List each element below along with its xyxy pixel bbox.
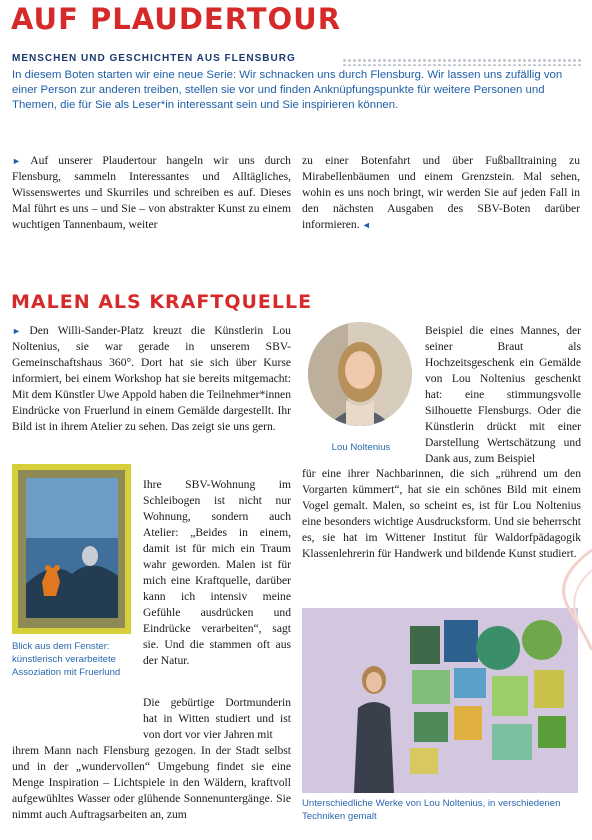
triangle-right-icon: ► [12,156,31,166]
artwork-caption: Blick aus dem Fenster: künstlerisch verarbeitete Assoziation mit Fruerlund [12,641,121,678]
section-subtitle: MENSCHEN UND GESCHICHTEN AUS FLENSBURG [12,53,296,64]
intro-text: In diesem Boten starten wir eine neue Serie: Wir schnacken uns durch Flensburg. Wir lassen uns zufällig von einer Person zur anderen treiben, stellen sie vor und finden Anknüpfungspunkte für weitere Personen und Themen, die für Sie als Leser*in interessant sein und Sie inspirieren können. [12,69,563,111]
article-intro-col1: ► Auf unserer Plaudertour hangeln wir uns durch Flensburg, sammeln Interessantes und Alltägliches, Wissenswertes und Skurriles und schreiben es auf. Dieses Mal führt es uns – und Sie – von abstrakter Kunst zu einem wuchtigen Tannenbaum, weiter [12,154,291,231]
article-paragraph-right-rest: für eine ihrer Nachbarinnen, die sich „rührend um den Vorgarten kümmert“, hat sie ein schönes Bild mit einem Vogel gemalt. Malen, so scheint es, ist für Lou Noltenius eine besonders wichtige Ausdrucksform. Und sie beherrscht es, sie hat im Wittener Institut für Waldorfpädagogik Klassenlehrerin für Handwerk und bildende Kunst studiert. [302,467,581,560]
article-paragraph-right-top: Beispiel die eines Mannes, der seiner Braut als Hochzeitsgeschenk ein Gemälde von Lou Noltenius geschenkt hat: eine stimmungsvolle Silhouette Flensburgs. Oder die Künstlerin drückt mit einer Darstellung Wertschätzung und Dank aus, zum Beispiel [425,324,581,465]
article-paragraph-dortmund: Die gebürtige Dortmunderin hat in Witten studiert und ist von dort vor vier Jahren mit [143,696,291,741]
gallery-photo [302,608,578,793]
article-paragraph-wohnung: Ihre SBV-Wohnung im Schleibogen ist nicht nur Wohnung, sondern auch Atelier: „Beides in einem, damit ist für mich ein Traum wahr geworden. Malen ist für mich eine Kraftquelle, darüber kann ich intensiv meine Gefühle ausdrücken und Eindrücke verarbeiten“, sagt sie. Und die stammen oft aus der Natur. [143,478,291,667]
article-title: MALEN ALS KRAFTQUELLE [11,291,313,313]
gallery-caption: Unterschiedliche Werke von Lou Noltenius, in verschiedenen Techniken gemalt [302,798,561,822]
portrait-photo [308,322,412,426]
article-paragraph-intro: ► Den Willi-Sander-Platz kreuzt die Künstlerin Lou Noltenius, sie war gerade in unserem SBV-Gemeinschaftshaus 360°. Dort hat sie sich über Kurse informiert, bei einem Workshop hat sie bereits mitgemacht: Mit dem Künstler Uwe Appold haben die Teilnehmer*innen Eindrücke von Fruerlund in einem Gemälde dargestellt. Ihr Bild ist in ihrem Atelier zu sehen. Das zeigt sie uns gern. [12,324,291,433]
portrait-caption: Lou Noltenius [331,442,391,453]
artwork-image [12,464,131,634]
article-paragraph-dortmund-cont: ihrem Mann nach Flensburg gezogen. In der Stadt selbst und in der „wundervollen“ Umgebung findet sie eine Menge Inspiration – Lichtspiele in den Wäldern, kraftvoll aufgewühltes Wasser oder glühende Sonnenuntergänge. Sie nimmt auch Auftragsarbeiten an, zum [12,744,291,821]
triangle-left-icon: ◄ [359,220,371,230]
triangle-right-icon: ► [12,326,30,336]
dotted-rule [342,58,582,66]
decorative-swirl [540,540,592,660]
article-intro-col2: zu einer Botenfahrt und über Fußballtraining zu Mirabellenbäumen und einem Grenzstein. Mal sehen, wohin es uns noch bringt, wir werden Sie auf jeden Fall in den nächsten Ausgaben des SBV-Boten darüber informieren. ◄ [302,154,580,231]
page-title: AUF PLAUDERTOUR [11,2,342,36]
